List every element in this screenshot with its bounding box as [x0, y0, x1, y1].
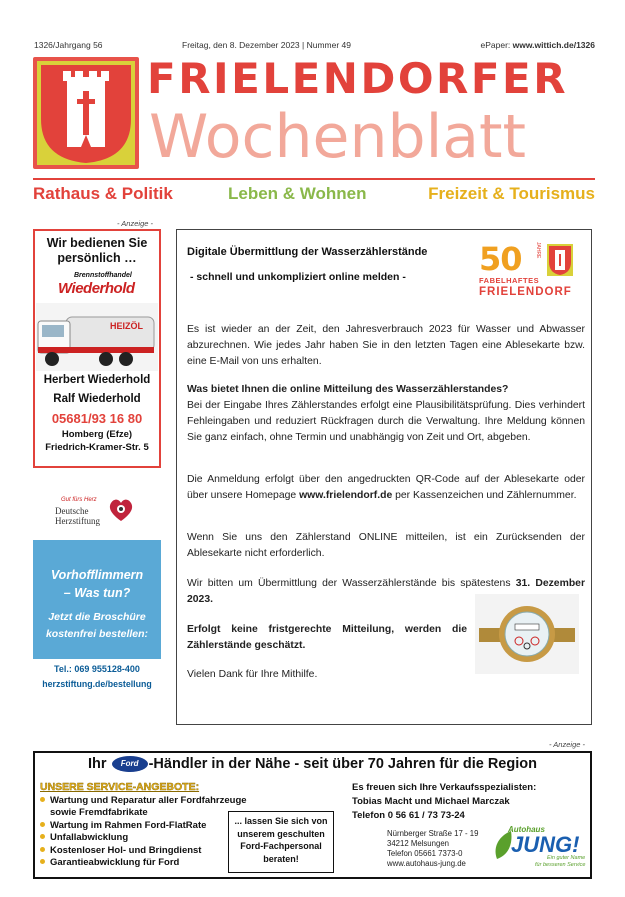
- ad-label: - Anzeige -: [549, 740, 585, 749]
- ad-label: - Anzeige -: [117, 219, 153, 228]
- dealer-url[interactable]: www.autohaus-jung.de: [387, 859, 466, 868]
- ad-url[interactable]: herzstiftung.de/bestellung: [42, 679, 152, 689]
- phone-number: 05681/93 16 80: [51, 411, 143, 426]
- article-paragraph: Bei der Eingabe Ihres Zählerstandes erfolgt eine Plausibilitätsprüfung. Dies verhindert Fehleingaben und reduziert Rückfragen durch die Verwaltung. Ihre Meldung können Sie ganz einfach, ohne Termin und unabhängig von Zeit und Ort, abgeben.: [187, 400, 585, 444]
- wiederhold-logo: Brennstoffhandel Wiederhold: [58, 272, 135, 297]
- phone-number: Tel.: 069 955128-400: [54, 664, 140, 674]
- article-subheadline: - schnell und unkompliziert online melden -: [190, 271, 406, 283]
- ad-body: Jetzt die Broschüre kostenfrei bestellen:: [45, 611, 149, 640]
- article-paragraph: Vielen Dank für Ihre Mithilfe.: [187, 669, 318, 680]
- homepage-link[interactable]: www.frielendorf.de: [299, 490, 393, 502]
- ad-headline: Wir bedienen Sie persönlich …: [46, 236, 148, 265]
- fabelhaftes-frielendorf-logo: 50 JAHRE FABELHAFTES FRIELENDORF: [479, 240, 572, 298]
- article-paragraph: Wenn Sie uns den Zählerstand ONLINE mitteilen, ist ein Zurücksenden der Ablesekarte nicht erforderlich.: [187, 532, 585, 560]
- epaper-link[interactable]: ePaper: www.wittich.de/1326: [480, 40, 595, 50]
- bullet-icon: [40, 847, 45, 852]
- article-paragraph: Wir bitten um Übermittlung der Wasserzählerstände bis spätestens 31. Dezember 2023.: [187, 578, 585, 606]
- section-leben[interactable]: Leben & Wohnen: [228, 184, 367, 203]
- list-item: Garantieabwicklung für Ford: [40, 857, 247, 869]
- article-wasserzaehler: [176, 229, 592, 725]
- ad-autohaus-jung[interactable]: [33, 751, 592, 879]
- section-freizeit[interactable]: Freizeit & Tourismus: [428, 184, 595, 203]
- contact-name: Ralf Wiederhold: [53, 393, 141, 405]
- ford-logo: Ford: [112, 756, 148, 772]
- bullet-icon: [40, 797, 45, 802]
- water-meter-image: [475, 594, 579, 674]
- section-rathaus[interactable]: Rathaus & Politik: [33, 184, 173, 203]
- list-item: Wartung und Reparatur aller Fordfahrzeuge: [40, 795, 247, 807]
- town-crest-logo: [33, 57, 139, 169]
- section-nav: [33, 184, 595, 208]
- list-item: Wartung im Rahmen Ford-FlatRate: [40, 820, 247, 832]
- article-paragraph: Es ist wieder an der Zeit, den Jahresverbrauch 2023 für Wasser und Abwasser abzurechnen. Wie jedes Jahr haben Sie in den letzten Tagen eine Ablesekarte bzw. eine E-Mail von uns erhalten.: [187, 324, 585, 368]
- issue-date: Freitag, den 8. Dezember 2023 | Nummer 49: [182, 40, 351, 50]
- sales-contacts: Es freuen sich Ihre Verkaufsspezialisten: Tobias Macht und Michael Marczak Telefon 0 56 61 / 73 73-24: [352, 782, 537, 821]
- bullet-icon: [40, 834, 45, 839]
- svg-text:HEIZÖL: HEIZÖL: [110, 321, 143, 331]
- list-item: sowie Fremdfabrikate: [50, 807, 148, 819]
- herzstiftung-logo: Gut fürs Herz Deutsche Herzstiftung: [33, 484, 161, 540]
- issue-number: 1326/Jahrgang 56: [34, 40, 103, 50]
- ad-wiederhold[interactable]: [33, 229, 161, 468]
- ad-contact: [33, 659, 161, 725]
- article-paragraph: Erfolgt keine fristgerechte Mitteilung, werden die Zählerstände geschätzt.: [187, 624, 467, 652]
- bullet-icon: [40, 822, 45, 827]
- dealer-address: Nürnberger Straße 17 - 19 34212 Melsungen Telefon 05661 7373-0 www.autohaus-jung.de: [387, 829, 479, 868]
- ad-headline: Ihr Ford -Händler in der Nähe - seit über 70 Jahren für die Region: [88, 756, 537, 772]
- masthead-topline: [34, 40, 595, 54]
- list-item: Kostenloser Hol- und Bringdienst: [40, 845, 247, 857]
- ad-question: Vorhofflimmern – Was tun?: [50, 568, 144, 600]
- article-paragraph: Die Anmeldung erfolgt über den angedruckten QR-Code auf der Ablesekarte oder über unsere Homepage www.frielendorf.de per Kassenzeichen und Zählernummer.: [187, 474, 585, 502]
- masthead-title-line1: FRIELENDORFER: [147, 54, 569, 103]
- article-paragraph-heading: Was bietet Ihnen die online Mitteilung des Wasserzählerstandes?: [187, 384, 509, 395]
- address: Homberg (Efze) Friedrich-Kramer-Str. 5: [45, 429, 149, 453]
- services-list: [40, 795, 247, 869]
- ad-herzstiftung[interactable]: [33, 484, 161, 725]
- contact-name: Herbert Wiederhold: [43, 374, 151, 386]
- bullet-icon: [40, 859, 45, 864]
- services-heading: UNSERE SERVICE-ANGEBOTE:: [40, 781, 200, 793]
- autohaus-jung-logo: Autohaus JUNG! Ein guter Name für besseren Service: [491, 825, 591, 875]
- article-headline: Digitale Übermittlung der Wasserzählerstände: [187, 246, 428, 258]
- list-item: Unfallabwicklung: [40, 832, 247, 844]
- truck-image: [36, 303, 158, 371]
- masthead-divider: [33, 178, 595, 180]
- masthead-title-line2: Wochenblatt: [149, 102, 527, 172]
- heart-icon: [107, 496, 135, 524]
- advice-box: ... lassen Sie sich von unserem geschulten Ford-Fachpersonal beraten!: [228, 811, 334, 873]
